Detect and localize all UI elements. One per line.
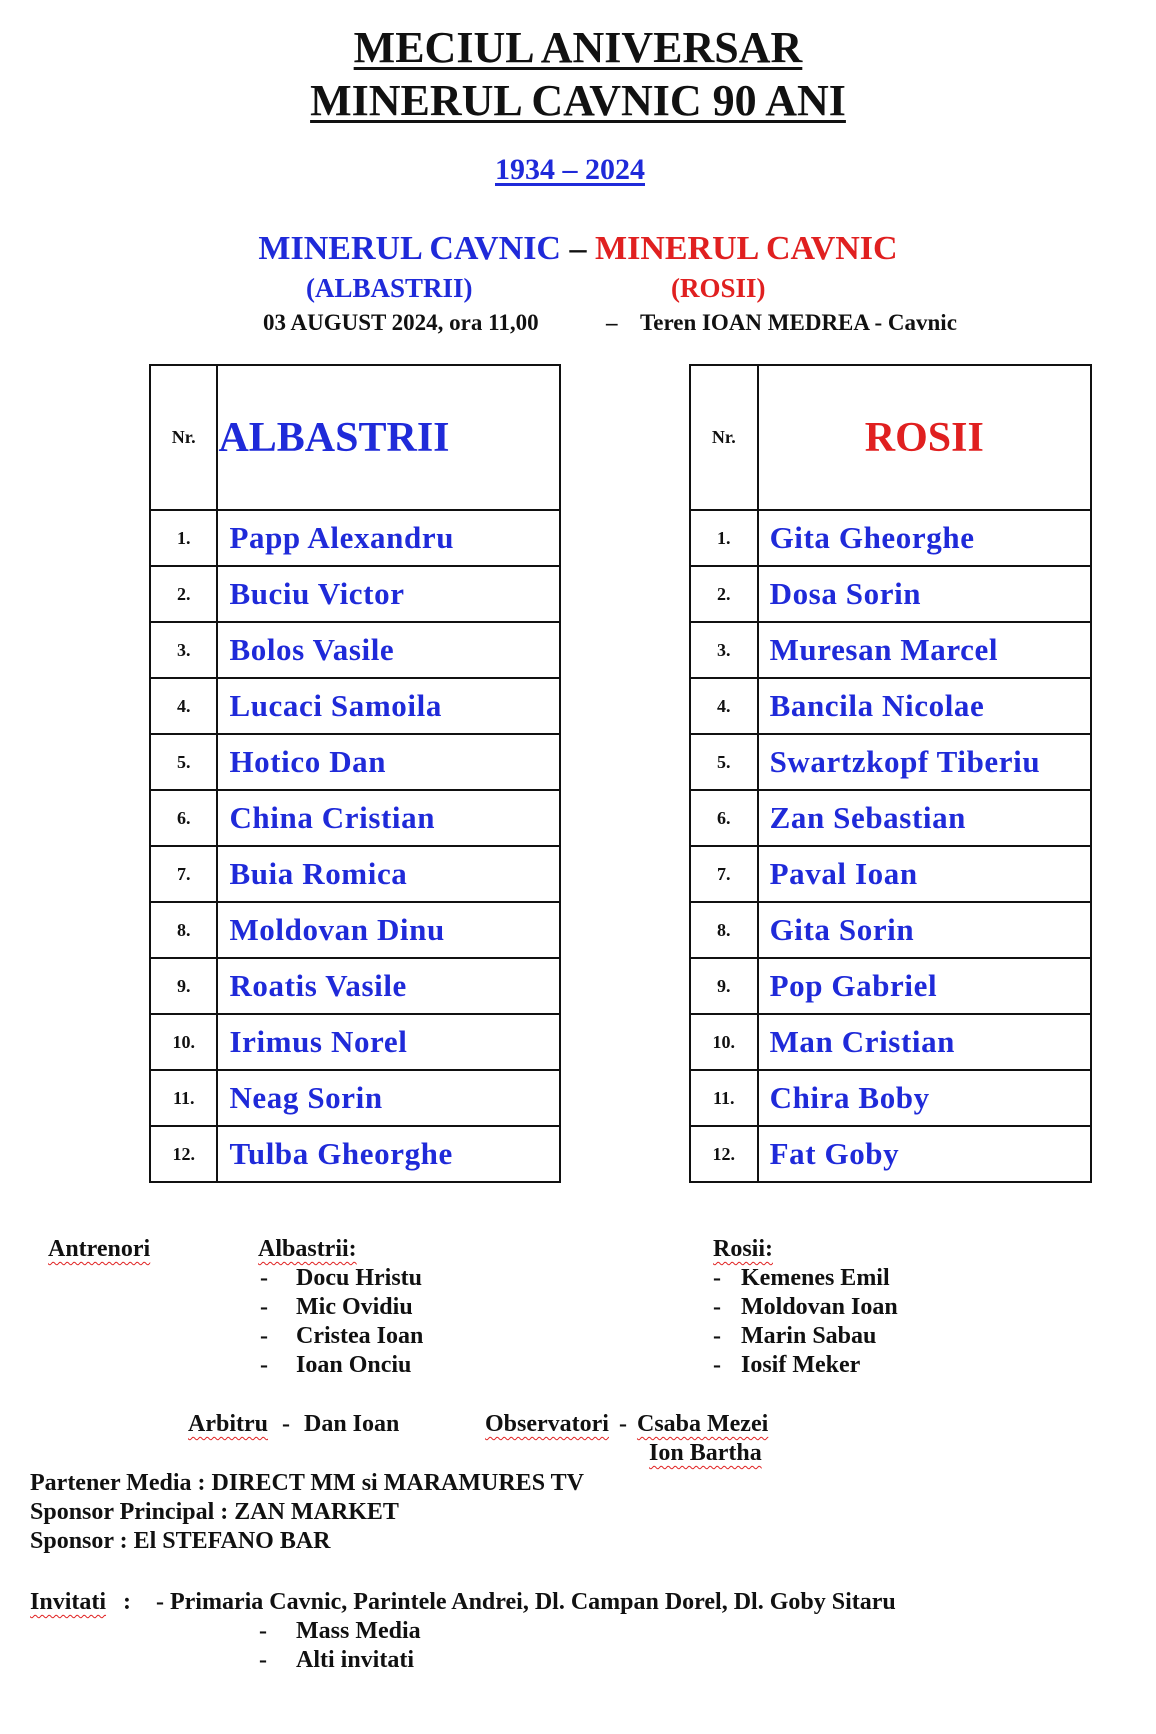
player-name: Paval Ioan	[758, 846, 1091, 902]
player-name: Moldovan Dinu	[217, 902, 560, 958]
bullet: -	[713, 1294, 721, 1320]
match-venue: Teren IOAN MEDREA - Cavnic	[640, 310, 957, 335]
player-row	[690, 622, 1091, 678]
guest-item: Alti invitati	[296, 1647, 414, 1673]
player-row	[690, 1070, 1091, 1126]
team-rosii-table	[689, 364, 1092, 1183]
player-name: Neag Sorin	[217, 1070, 560, 1126]
sponsor: Sponsor : El STEFANO BAR	[30, 1528, 331, 1554]
player-row	[690, 678, 1091, 734]
referee-label: Arbitru	[188, 1411, 268, 1437]
player-name: Roatis Vasile	[217, 958, 560, 1014]
coaches-rosii-title: Rosii:	[713, 1236, 773, 1262]
team2-name: MINERUL CAVNIC	[595, 230, 898, 267]
coaches-label: Antrenori	[48, 1236, 151, 1262]
bullet: -	[260, 1294, 268, 1320]
player-row	[150, 1070, 560, 1126]
team2-label: (ROSII)	[671, 273, 766, 303]
team1-name: MINERUL CAVNIC	[258, 230, 561, 267]
coach-albastrii: Ioan Onciu	[296, 1352, 412, 1378]
player-name: Gita Gheorghe	[758, 510, 1091, 566]
coach-rosii: Iosif Meker	[741, 1352, 861, 1378]
player-row	[690, 902, 1091, 958]
player-name: Muresan Marcel	[758, 622, 1091, 678]
player-row	[150, 958, 560, 1014]
player-name: Hotico Dan	[217, 734, 560, 790]
bullet: -	[259, 1618, 267, 1644]
team-header-albastrii: ALBASTRII	[217, 365, 560, 510]
team-albastrii-table	[149, 364, 561, 1183]
years-range: 1934 – 2024	[495, 153, 645, 186]
player-name: Tulba Gheorghe	[217, 1126, 560, 1182]
player-row	[150, 566, 560, 622]
player-number: 5.	[150, 734, 217, 790]
player-name: Zan Sebastian	[758, 790, 1091, 846]
observer-2: Ion Bartha	[649, 1440, 762, 1466]
player-name: Fat Goby	[758, 1126, 1091, 1182]
player-number: 5.	[690, 734, 758, 790]
player-number: 6.	[150, 790, 217, 846]
player-number: 9.	[690, 958, 758, 1014]
player-number: 9.	[150, 958, 217, 1014]
coaches-albastrii-title: Albastrii:	[258, 1236, 357, 1262]
nr-header: Nr.	[690, 365, 758, 510]
bullet: -	[713, 1352, 721, 1378]
team-separator: –	[569, 230, 587, 267]
observers-label: Observatori	[485, 1411, 609, 1437]
player-number: 4.	[690, 678, 758, 734]
player-row	[150, 902, 560, 958]
player-number: 12.	[690, 1126, 758, 1182]
bullet: -	[713, 1323, 721, 1349]
player-number: 6.	[690, 790, 758, 846]
bullet: -	[713, 1265, 721, 1291]
title-line-1: MECIUL ANIVERSAR	[353, 23, 803, 72]
guests-colon: :	[123, 1589, 131, 1615]
player-number: 2.	[690, 566, 758, 622]
player-number: 3.	[150, 622, 217, 678]
player-name: Dosa Sorin	[758, 566, 1091, 622]
team-header-rosii: ROSII	[758, 365, 1091, 510]
player-row	[150, 678, 560, 734]
player-row	[690, 566, 1091, 622]
title-line-2: MINERUL CAVNIC 90 ANI	[310, 76, 846, 125]
player-name: China Cristian	[217, 790, 560, 846]
player-row	[690, 734, 1091, 790]
player-number: 2.	[150, 566, 217, 622]
referee-separator: -	[282, 1411, 290, 1437]
media-partner: Partener Media : DIRECT MM si MARAMURES TV	[30, 1470, 584, 1496]
dash-separator: –	[606, 310, 618, 335]
bullet: -	[259, 1647, 267, 1673]
guests-label: Invitati	[30, 1589, 107, 1615]
observers	[485, 1411, 768, 1438]
player-row	[690, 1126, 1091, 1182]
team1-label: (ALBASTRII)	[306, 273, 473, 303]
player-number: 4.	[150, 678, 217, 734]
player-number: 10.	[690, 1014, 758, 1070]
player-name: Gita Sorin	[758, 902, 1091, 958]
player-name: Swartzkopf Tiberiu	[758, 734, 1091, 790]
player-row	[690, 846, 1091, 902]
coach-albastrii: Cristea Ioan	[296, 1323, 424, 1349]
player-number: 7.	[690, 846, 758, 902]
referee	[188, 1411, 399, 1438]
player-number: 11.	[690, 1070, 758, 1126]
player-number: 12.	[150, 1126, 217, 1182]
coach-albastrii: Docu Hristu	[296, 1265, 422, 1291]
player-row	[150, 846, 560, 902]
player-name: Bolos Vasile	[217, 622, 560, 678]
player-number: 7.	[150, 846, 217, 902]
player-number: 10.	[150, 1014, 217, 1070]
player-row	[690, 790, 1091, 846]
bullet: -	[260, 1323, 268, 1349]
player-row	[690, 510, 1091, 566]
player-number: 11.	[150, 1070, 217, 1126]
player-name: Buia Romica	[217, 846, 560, 902]
bullet: -	[260, 1352, 268, 1378]
player-row	[150, 622, 560, 678]
player-name: Chira Boby	[758, 1070, 1091, 1126]
player-number: 8.	[150, 902, 217, 958]
player-row	[690, 958, 1091, 1014]
match-teams	[0, 230, 1156, 268]
player-name: Bancila Nicolae	[758, 678, 1091, 734]
player-name: Irimus Norel	[217, 1014, 560, 1070]
player-name: Papp Alexandru	[217, 510, 560, 566]
player-name: Pop Gabriel	[758, 958, 1091, 1014]
player-row	[150, 1126, 560, 1182]
player-number: 1.	[150, 510, 217, 566]
coach-rosii: Marin Sabau	[741, 1323, 877, 1349]
nr-header: Nr.	[150, 365, 217, 510]
player-number: 8.	[690, 902, 758, 958]
bullet: -	[260, 1265, 268, 1291]
coach-albastrii: Mic Ovidiu	[296, 1294, 413, 1320]
player-name: Lucaci Samoila	[217, 678, 560, 734]
player-number: 1.	[690, 510, 758, 566]
referee-name: Dan Ioan	[304, 1411, 400, 1437]
match-date-time: 03 AUGUST 2024, ora 11,00	[263, 310, 539, 335]
player-row	[150, 510, 560, 566]
player-row	[150, 1014, 560, 1070]
coach-rosii: Moldovan Ioan	[741, 1294, 898, 1320]
player-row	[150, 790, 560, 846]
observer-1: Csaba Mezei	[636, 1411, 769, 1437]
player-row	[150, 734, 560, 790]
observers-separator: -	[618, 1411, 627, 1437]
guest-item: Mass Media	[296, 1618, 421, 1644]
guests-line-1: - Primaria Cavnic, Parintele Andrei, Dl. Campan Dorel, Dl. Goby Sitaru	[156, 1589, 896, 1615]
main-sponsor: Sponsor Principal : ZAN MARKET	[30, 1499, 399, 1525]
player-name: Man Cristian	[758, 1014, 1091, 1070]
coach-rosii: Kemenes Emil	[741, 1265, 890, 1291]
player-name: Buciu Victor	[217, 566, 560, 622]
player-number: 3.	[690, 622, 758, 678]
player-row	[690, 1014, 1091, 1070]
